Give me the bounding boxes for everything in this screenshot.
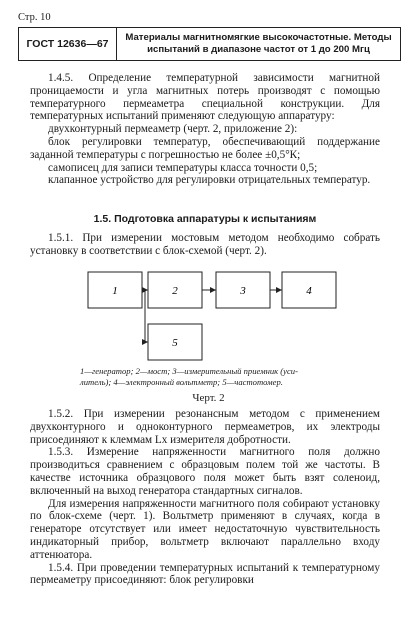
document-header [18, 27, 401, 61]
paragraph: блок регулировки температур, обеспечивающий поддержание заданной температуры с погрешностью не более ±0,5°К; [30, 135, 380, 161]
legend-line: литель); 4—электронный вольтметр; 5—частотомер. [80, 377, 283, 387]
paragraph: 1.5.3. Измерение напряженности магнитного поля должно производиться сравнением с образцовым полем той же частоты. В качестве источника образцового поля может быть взят соленоид, включенный на выход генератора стандартных сигналов. [30, 446, 380, 497]
arrow-icon [210, 287, 216, 293]
section-heading: 1.5. Подготовка аппаратуры к испытаниям [93, 213, 317, 225]
arrow-icon [276, 287, 282, 293]
block-label: 1 [112, 285, 118, 297]
block-label: 4 [306, 285, 312, 297]
section-1-5-2 [30, 408, 380, 587]
paragraph: 1.5.4. При проведении температурных испытаний к температурному пермеаметру присоединяют: блок регулировки [30, 561, 380, 587]
block-label: 2 [172, 285, 178, 297]
block-label: 5 [172, 337, 178, 349]
paragraph: двухконтурный пермеаметр (черт. 2, приложение 2): [48, 123, 298, 136]
paragraph: самописец для записи температуры класса точности 0,5; [48, 161, 318, 174]
page-number: Стр. 10 [18, 12, 51, 23]
paragraph: клапанное устройство для регулировки отрицательных температур. [48, 174, 371, 187]
title-line-2: испытаний в диапазоне частот от 1 до 200 Мгц [147, 44, 370, 55]
diagram-legend [80, 366, 370, 388]
document-title [117, 28, 400, 60]
section-1-4-5 [30, 72, 380, 187]
paragraph: 1.4.5. Определение температурной зависимости магнитной проницаемости и угла магнитных потерь производят с помощью температурного пермеаметра специальной конструкции. Для температурных испытаний применяют следующую аппаратуру: [30, 72, 380, 123]
paragraph: Для измерения напряженности магнитного поля собирают установку по блок-схеме (черт. 1). Вольтметр применяют в случаях, когда в генераторе отсутствует или имеет недостаточную чувствительность индикаторный прибор, вольтметр включают параллельно входу аттенюатора. [30, 497, 380, 561]
legend-line: 1—генератор; 2—мост; 3—измерительный приемник (уси- [80, 366, 298, 376]
block-diagram [30, 258, 380, 378]
title-line-1: Материалы магнитномягкие высокочастотные. Методы [125, 32, 392, 43]
block-label: 3 [240, 285, 246, 297]
figure-caption: Черт. 2 [192, 392, 225, 404]
section-1-5 [30, 213, 380, 257]
paragraph: 1.5.2. При измерении резонансным методом с применением двухконтурного и одноконтурного пермеаметров, их электроды присоединяют к клеммам Lx измерителя добротности. [30, 408, 380, 446]
paragraph: 1.5.1. При измерении мостовым методом необходимо собрать установку в соответствии с блок-схемой (черт. 2). [30, 231, 380, 257]
gost-code: ГОСТ 12636—67 [19, 28, 117, 60]
